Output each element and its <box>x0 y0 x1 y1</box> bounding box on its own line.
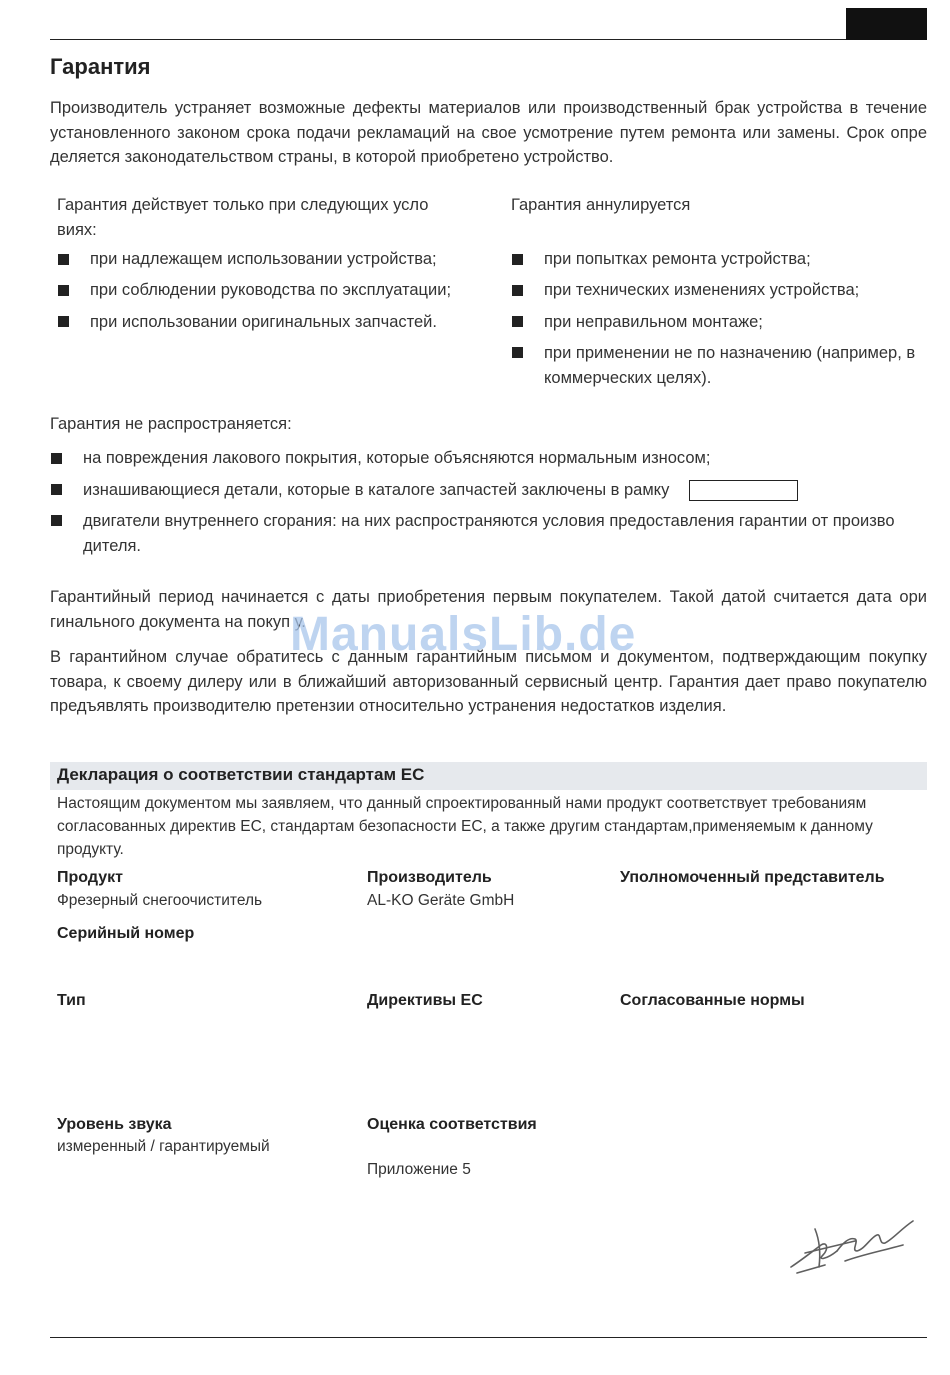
manufacturer-label: Производитель <box>367 869 492 886</box>
manufacturer-value: AL-KO Geräte GmbH <box>367 892 515 909</box>
bullet-icon <box>51 484 62 495</box>
sound-level-label: Уровень звука <box>57 1116 172 1133</box>
page-tab-marker <box>846 8 927 40</box>
representative-label: Уполномоченный представитель <box>620 869 885 886</box>
void-condition-item: при попытках ремонта устройства; <box>544 250 811 268</box>
declaration-title: Декларация о соответствии стандартам ЕС <box>57 765 425 784</box>
exclusion-item: двигатели внутреннего сгорания: на них распространяются условия предоставления гарантии от произво дителя. <box>83 512 895 555</box>
valid-condition-item: при использовании оригинальных запчастей. <box>90 313 437 331</box>
bullet-icon <box>51 453 62 464</box>
void-condition-item: при технических изменениях устройства; <box>544 281 860 299</box>
frame-symbol <box>689 480 798 501</box>
bullet-icon <box>512 254 523 265</box>
bullet-icon <box>51 515 62 526</box>
exclusion-item: изнашивающиеся детали, которые в каталоге запчастей заключены в рамку <box>83 481 670 499</box>
warranty-claim-paragraph: В гарантийном случае обратитесь с данным гарантийным письмом и документом, подтверждающим покупку товара, к своему дилеру или в ближайший авторизованный сервисный центр. Гарантия дает право покупателю предъявлять производителю претензии относительно устранения недостатков изделия. <box>50 648 927 715</box>
bullet-icon <box>512 347 523 358</box>
intro-paragraph: Производитель устраняет возможные дефекты материалов или производственный брак устройства в течение установленного законом срока подачи рекламаций на свое усмотрение путем ремонта или замены. Срок опре деляется законодательством страны, в которой приобретено устройство. <box>50 99 927 166</box>
void-condition-item: при применении не по назначению (например, в коммерческих целях). <box>544 344 916 387</box>
directives-label: Директивы ЕС <box>367 992 483 1009</box>
watermark: ManualsLib.de <box>290 608 637 661</box>
bullet-icon <box>58 254 69 265</box>
type-label: Тип <box>57 992 86 1009</box>
declaration-text: Настоящим документом мы заявляем, что данный спроектированный нами продукт соответствует требованиям согласованных директив ЕС, стандартам безопасности ЕС, а также другим стандартам,применяемым к данному продукту. <box>57 795 873 858</box>
exclusions-heading: Гарантия не распространяется: <box>50 415 292 433</box>
signature <box>785 1215 920 1277</box>
valid-condition-item: при соблюдении руководства по эксплуатации; <box>90 281 452 299</box>
footer-rule <box>50 1337 927 1338</box>
valid-condition-item: при надлежащем использовании устройства; <box>90 250 437 268</box>
header-rule <box>50 39 846 40</box>
norms-label: Согласованные нормы <box>620 992 805 1009</box>
serial-number-label: Серийный номер <box>57 925 195 942</box>
bullet-icon <box>512 285 523 296</box>
page-title: Гарантия <box>50 54 151 79</box>
valid-conditions-heading: Гарантия действует только при следующих усло виях: <box>57 196 429 239</box>
void-conditions-heading: Гарантия аннулируется <box>511 196 691 214</box>
exclusion-item: на повреждения лакового покрытия, которые объясняются нормальным износом; <box>83 449 711 467</box>
bullet-icon <box>58 316 69 327</box>
conformity-label: Оценка соответствия <box>367 1116 537 1133</box>
bullet-icon <box>512 316 523 327</box>
warranty-period-paragraph: Гарантийный период начинается с даты приобретения первым покупателем. Такой датой считается дата ори гинального документа на покуп у. <box>50 588 927 631</box>
bullet-icon <box>58 285 69 296</box>
sound-level-value: измеренный / гарантируемый <box>57 1138 270 1155</box>
product-value: Фрезерный снегоочиститель <box>57 892 263 909</box>
product-label: Продукт <box>57 869 123 886</box>
conformity-value: Приложение 5 <box>367 1161 471 1178</box>
void-condition-item: при неправильном монтаже; <box>544 313 763 331</box>
